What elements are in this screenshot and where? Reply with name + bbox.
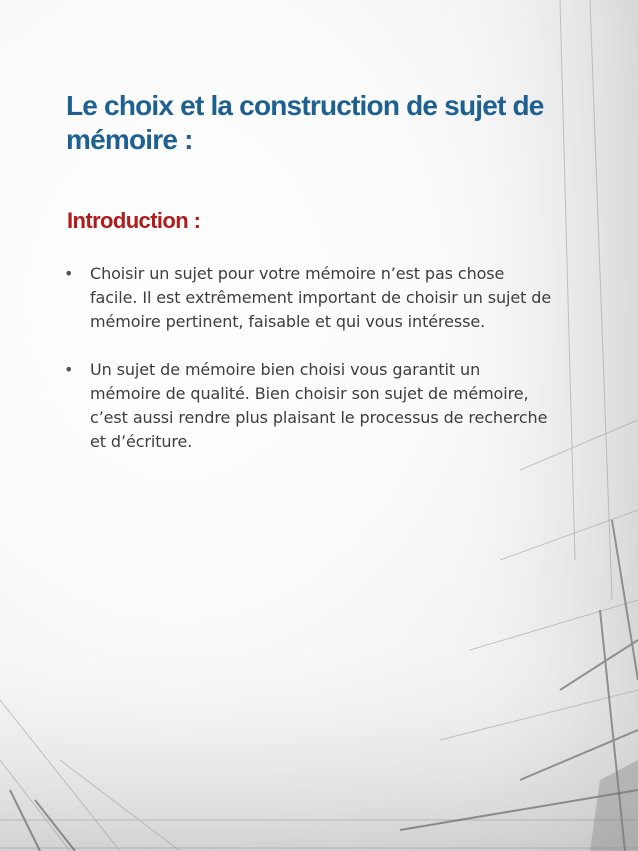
list-item xyxy=(62,262,552,334)
bullet-text: Choisir un sujet pour votre mémoire n’est pas chose facile. Il est extrêmement important de choisir un sujet de mémoire pertinent, faisable et qui vous intéresse. xyxy=(90,264,552,331)
slide-title: Le choix et la construction de sujet de mémoire : xyxy=(66,90,544,155)
list-item xyxy=(62,358,552,454)
bullet-text: Un sujet de mémoire bien choisi vous garantit un mémoire de qualité. Bien choisir son sujet de mémoire, c’est aussi rendre plus plaisant le processus de recherche et d’écriture. xyxy=(90,360,548,451)
section-heading: Introduction : xyxy=(67,208,201,233)
bullet-list xyxy=(62,262,552,478)
bullet-icon: • xyxy=(64,264,74,283)
bullet-icon: • xyxy=(64,360,74,379)
